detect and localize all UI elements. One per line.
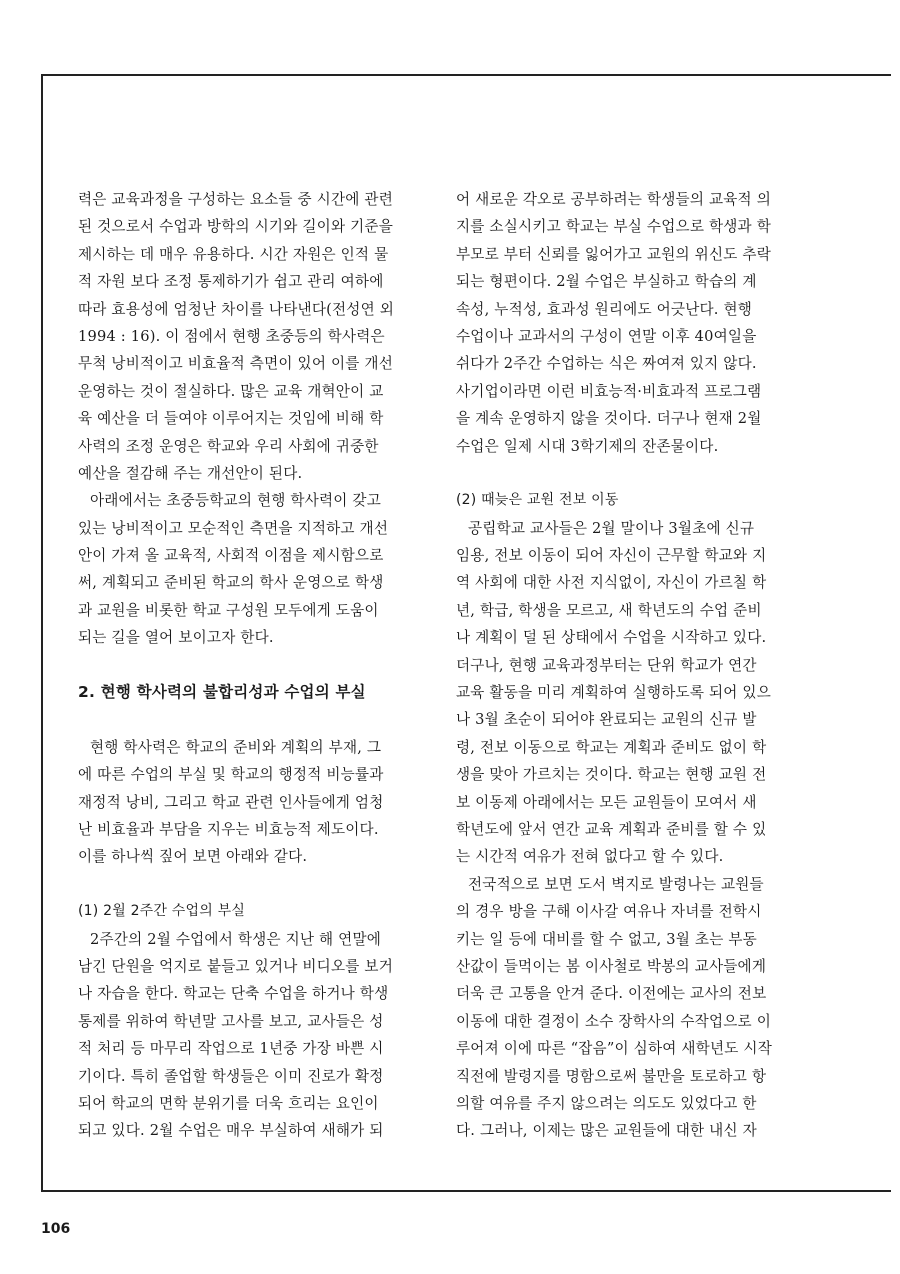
text-line: 아래에서는 초중등학교의 현행 학사력이 갖고 [90,492,382,510]
text-line: 의 경우 방을 구해 이사갈 여유나 자녀를 전학시 [456,903,762,921]
subsection-heading: (1) 2월 2주간 수업의 부실 [78,903,246,920]
text-line: 되고 있다. 2월 수업은 매우 부실하여 새해가 되 [78,1122,384,1140]
subsection-heading: (2) 때늦은 교원 전보 이동 [456,492,619,509]
text-line: 되는 형편이다. 2월 수업은 부실하고 학습의 계 [456,273,757,291]
page-number: 106 [41,1221,71,1237]
text-line: 2주간의 2월 수업에서 학생은 지난 해 연말에 [90,930,382,948]
text-line: 더욱 큰 고통을 안겨 준다. 이전에는 교사의 전보 [456,985,767,1003]
paragraph [78,487,423,651]
text-line: 령, 전보 이동으로 학교는 계획과 준비도 없이 학 [456,738,767,756]
text-line: 다. 그러나, 이제는 많은 교원들에 대한 내신 자 [456,1122,757,1140]
text-line: 무척 낭비적이고 비효율적 측면이 있어 이를 개선 [78,355,393,373]
text-line: 교육 활동을 미리 계획하여 실행하도록 되어 있으 [456,684,771,702]
paragraph [456,871,816,1145]
text-line: 사력의 조정 운영은 학교와 우리 사회에 귀중한 [78,437,379,455]
text-line: 과 교원을 비롯한 학교 구성원 모두에게 도움이 [78,601,379,619]
text-line: 1994 : 16). 이 점에서 현행 초중등의 학사력은 [78,327,385,345]
text-line: 운영하는 것이 절실하다. 많은 교육 개혁안이 교 [78,382,384,400]
text-line: 생을 맞아 가르치는 것이다. 학교는 현행 교원 전 [456,766,767,784]
text-line: 어 새로운 각오로 공부하려는 학생들의 교육적 의 [456,191,771,208]
left-column [78,186,423,1145]
text-line: 이동에 대한 결정이 소수 장학사의 수작업으로 이 [456,1012,771,1030]
paragraph [78,926,423,1145]
text-line: 직전에 발령지를 명함으로써 불만을 토로하고 항 [456,1067,767,1085]
text-line: 육 예산을 더 들여야 이루어지는 것임에 비해 학 [78,410,384,428]
text-line: 의할 여유를 주지 않으려는 의도도 있었다고 한 [456,1094,757,1112]
text-line: 현행 학사력은 학교의 준비와 계획의 부재, 그 [90,738,382,756]
text-line: 적 자원 보다 조정 통제하기가 쉽고 관리 여하에 [78,273,384,291]
text-line: 수업이나 교과서의 구성이 연말 이후 40여일을 [456,327,757,345]
text-line: 더구나, 현행 교육과정부터는 단위 학교가 연간 [456,656,757,674]
text-line: 되는 길을 열어 보이고자 한다. [78,629,274,647]
text-line: 예산을 절감해 주는 개선안이 된다. [78,464,303,482]
text-line: 산값이 들먹이는 봄 이사철로 박봉의 교사들에게 [456,957,767,975]
text-line: 속성, 누적성, 효과성 원리에도 어긋난다. 현행 [456,300,753,318]
spacer [78,652,423,679]
text-line: 나 자습을 한다. 학교는 단축 수업을 하거나 학생 [78,985,389,1003]
text-line: 년, 학급, 학생을 모르고, 새 학년도의 수업 준비 [456,601,762,619]
text-line: 력은 교육과정을 구성하는 요소들 중 시간에 관련 [78,191,393,208]
text-line: 통제를 위하여 학년말 고사를 보고, 교사들은 성 [78,1012,384,1030]
text-line: 따라 효용성에 엄청난 차이를 나타낸다(전성연 외 [78,300,395,318]
text-line: 나 계획이 덜 된 상태에서 수업을 시작하고 있다. [456,629,767,647]
text-line: 사기업이라면 이런 비효능적·비효과적 프로그램 [456,382,762,400]
text-line: 기이다. 특히 졸업할 학생들은 이미 진로가 확정 [78,1067,384,1085]
right-column [456,186,816,1145]
text-line: 는 시간적 여유가 전혀 없다고 할 수 있다. [456,848,724,866]
text-line: 수업은 일제 시대 3학기제의 잔존물이다. [456,437,719,455]
text-line: 역 사회에 대한 사전 지식없이, 자신이 가르칠 학 [456,574,767,592]
text-line: 있는 낭비적이고 모순적인 측면을 지적하고 개선 [78,519,389,537]
text-line: 나 3월 초순이 되어야 완료되는 교원의 신규 발 [456,711,757,729]
text-line: 되어 학교의 면학 분위기를 더욱 흐리는 요인이 [78,1094,379,1112]
text-line: 을 계속 운영하지 않을 것이다. 더구나 현재 2월 [456,410,762,428]
text-line: 쉬다가 2주간 수업하는 식은 짜여져 있지 않다. [456,355,757,373]
spacer [78,706,423,733]
text-line: 부모로 부터 신뢰를 잃어가고 교원의 위신도 추락 [456,245,771,263]
text-line: 루어져 이에 따른 “잡음”이 심하여 새학년도 시작 [456,1040,773,1058]
text-line: 임용, 전보 이동이 되어 자신이 근무할 학교와 지 [456,547,767,565]
text-line: 이를 하나씩 짚어 보면 아래와 같다. [78,848,308,866]
spacer [78,871,423,898]
paragraph [78,734,423,871]
text-line: 된 것으로서 수업과 방학의 시기와 길이와 기준을 [78,218,393,236]
text-line: 써, 계획되고 준비된 학교의 학사 운영으로 학생 [78,574,384,592]
paragraph [78,186,423,487]
spacer [456,460,816,487]
text-line: 제시하는 데 매우 유용하다. 시간 자원은 인적 물 [78,245,389,263]
paragraph [456,515,816,871]
text-line: 공립학교 교사들은 2월 말이나 3월초에 신규 [468,519,755,537]
text-line: 보 이동제 아래에서는 모든 교원들이 모여서 새 [456,793,757,811]
text-line: 적 처리 등 마무리 작업으로 1년중 가장 바쁜 시 [78,1040,384,1058]
text-line: 안이 가져 올 교육적, 사회적 이점을 제시함으로 [78,547,384,565]
text-line: 에 따른 수업의 부실 및 학교의 행정적 비능률과 [78,766,384,784]
section-heading: 2. 현행 학사력의 불합리성과 수업의 부실 [78,683,366,702]
text-line: 전국적으로 보면 도서 벽지로 발령나는 교원들 [468,875,764,893]
paragraph [456,186,816,460]
text-line: 지를 소실시키고 학교는 부실 수업으로 학생과 학 [456,218,771,236]
text-line: 키는 일 등에 대비를 할 수 없고, 3월 초는 부동 [456,930,757,948]
text-line: 난 비효율과 부담을 지우는 비효능적 제도이다. [78,820,379,838]
text-line: 남긴 단원을 억지로 붙들고 있거나 비디오를 보거 [78,957,393,975]
text-line: 학년도에 앞서 연간 교육 계획과 준비를 할 수 있 [456,820,767,838]
text-line: 재정적 낭비, 그리고 학교 관련 인사들에게 엄청 [78,793,384,811]
